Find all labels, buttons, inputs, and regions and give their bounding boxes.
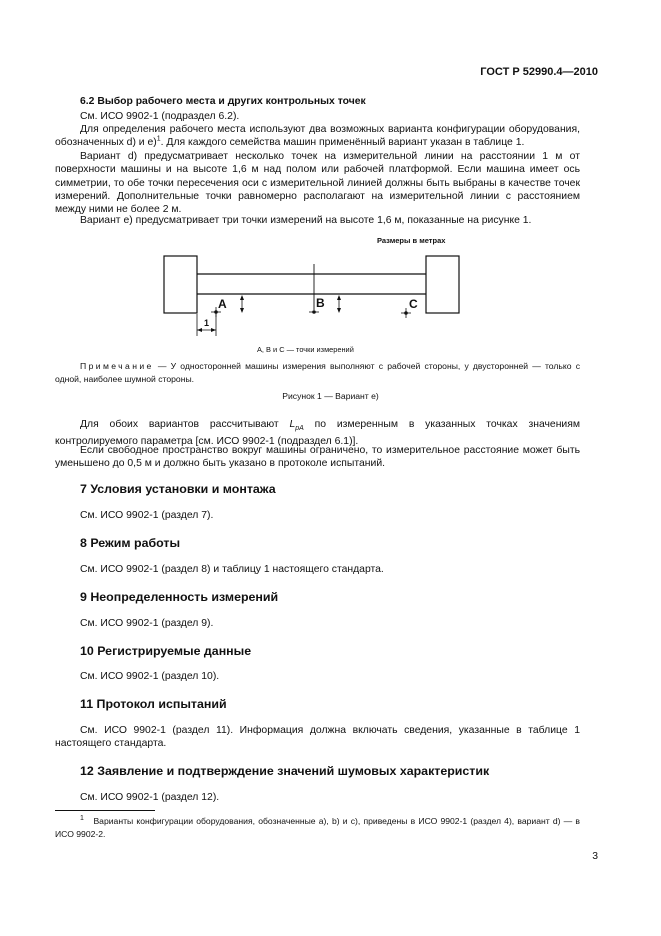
- lpa-symbol: L: [289, 419, 296, 430]
- standard-header: ГОСТ Р 52990.4—2010: [480, 66, 598, 78]
- note-label: Примечание: [80, 361, 154, 371]
- machine-left-block: [164, 256, 197, 313]
- s62-p2-text-a: Для определения рабочего места используют два возможных варианта конфигурации оборудования, обозначенных d) и e): [55, 124, 580, 149]
- point-b-marker: [309, 310, 319, 314]
- s62-paragraph-2: [55, 123, 580, 150]
- section-8-heading: 8 Режим работы: [80, 536, 181, 550]
- note-text: — У односторонней машины измерения выполняют с рабочей стороны, у двусторонней — только с одной, наиболее шумной стороны.: [55, 361, 580, 384]
- s62-p2-text-b: . Для каждого семейства машин применённый вариант указан в таблице 1.: [160, 137, 525, 149]
- figure-note: [55, 360, 580, 386]
- lpa-subscript: pA: [295, 425, 304, 433]
- point-c-label: C: [409, 297, 418, 311]
- footnote: [55, 815, 580, 841]
- after-figure-paragraph-2: Если свободное пространство вокруг машины ограничено, то измерительное расстояние может быть уменьшено до 0,5 м и должно быть указано в протоколе испытаний.: [55, 445, 580, 470]
- section-7-heading: 7 Условия установки и монтажа: [80, 482, 276, 496]
- s62-paragraph-4: Вариант e) предусматривает три точки измерений на высоте 1,6 м, показанные на рисунке 1.: [80, 215, 532, 226]
- machine-right-block: [426, 256, 459, 313]
- figure-points-caption: A, B и C — точки измерений: [257, 345, 354, 354]
- footnote-separator: [55, 810, 155, 811]
- af-p1-text-a: Для обоих вариантов рассчитывают: [80, 419, 290, 430]
- section-9-text: См. ИСО 9902-1 (раздел 9).: [80, 618, 214, 629]
- point-a-label: A: [218, 297, 227, 311]
- section-8-text: См. ИСО 9902-1 (раздел 8) и таблицу 1 настоящего стандарта.: [80, 564, 384, 575]
- section-10-heading: 10 Регистрируемые данные: [80, 644, 252, 658]
- figure-1-diagram: [160, 252, 465, 337]
- s62-paragraph-3: Вариант d) предусматривает несколько точек на измерительной линии на расстоянии 1 м от поверхности машины и на высоте 1,6 м над полом или рабочей платформой. Если машина имеет ось симметрии, то обе точки пересечения оси с измерительной линией должны быть выбраны в качестве точек измерений. Дополнительные точки равномерно располагают на измерительной линии с расстоянием между ними не более 2 м.: [55, 151, 580, 216]
- af-p1-text-b: по измеренным в указанных точках значениям контролируемого параметра [см. ИСО 9902-1 (подраздел 6.1)].: [55, 419, 581, 448]
- s62-paragraph-1: См. ИСО 9902-1 (подраздел 6.2).: [80, 111, 240, 122]
- section-7-text: См. ИСО 9902-1 (раздел 7).: [80, 510, 214, 521]
- page-number: 3: [592, 851, 598, 862]
- section-12-text: См. ИСО 9902-1 (раздел 12).: [80, 792, 220, 803]
- section-11-text: См. ИСО 9902-1 (раздел 11). Информация должна включать сведения, указанные в таблице 1 настоящего стандарта.: [55, 725, 580, 750]
- section-12-heading: 12 Заявление и подтверждение значений шумовых характеристик: [80, 764, 490, 778]
- dim-value-label: 1: [204, 318, 210, 328]
- footnote-text: Варианты конфигурации оборудования, обозначенные a), b) и c), приведены в ИСО 9902-1 (раздел 4), вариант d) — в ИСО 9902-2.: [55, 816, 580, 839]
- footnote-mark: 1: [80, 815, 84, 823]
- point-b-label: B: [316, 296, 325, 310]
- footnote-ref: 1: [156, 135, 161, 143]
- section-11-heading: 11 Протокол испытаний: [80, 697, 227, 711]
- subsection-6-2-title: 6.2 Выбор рабочего места и других контрольных точек: [80, 96, 366, 107]
- figure-dims-label: Размеры в метрах: [377, 236, 446, 245]
- figure-title: Рисунок 1 — Вариант e): [282, 391, 379, 401]
- section-9-heading: 9 Неопределенность измерений: [80, 590, 279, 604]
- section-10-text: См. ИСО 9902-1 (раздел 10).: [80, 671, 220, 682]
